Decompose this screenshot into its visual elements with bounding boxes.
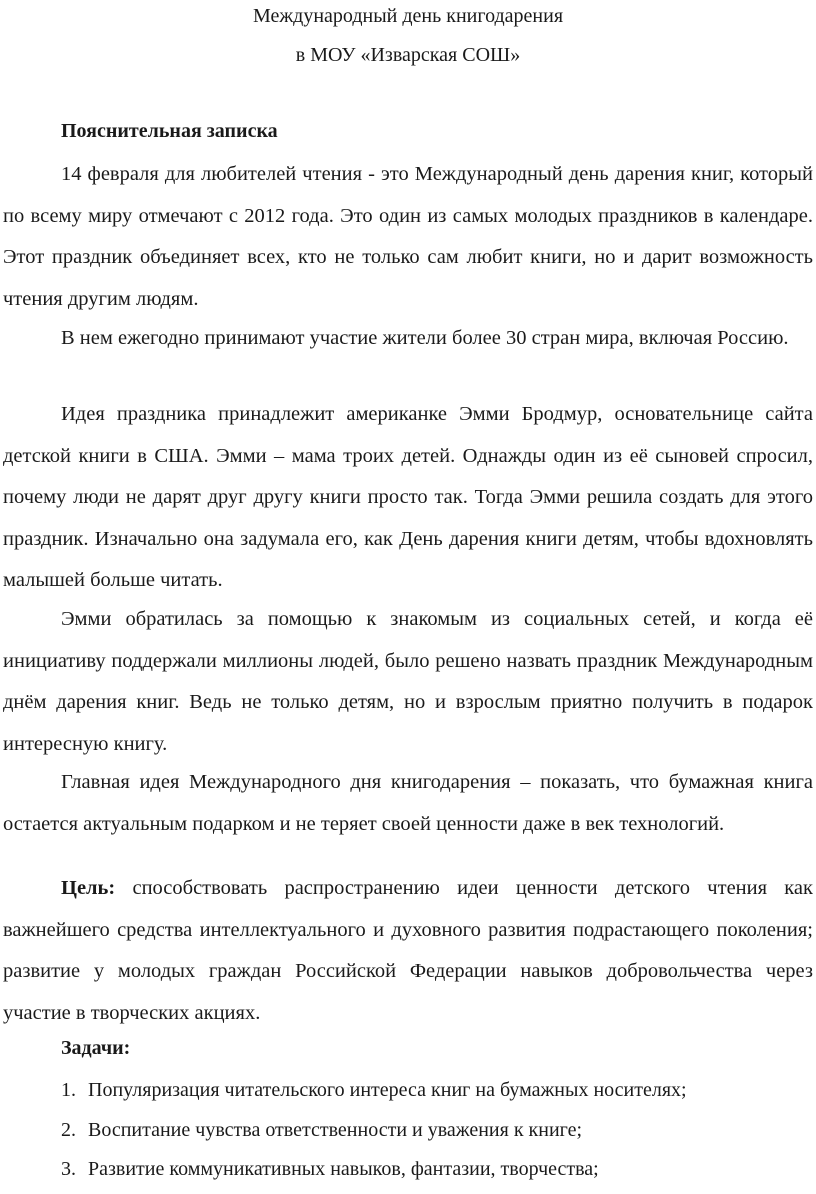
explanatory-note-heading: Пояснительная записка: [61, 120, 278, 142]
paragraph: В нем ежегодно принимают участие жители более 30 стран мира, включая Россию.: [61, 327, 789, 349]
list-item-number: 3.: [61, 1158, 76, 1180]
list-item-number: 1.: [61, 1079, 76, 1101]
goal-paragraph: [3, 868, 813, 1034]
list-item-number: 2.: [61, 1119, 76, 1141]
goal-label: Цель:: [61, 877, 116, 899]
document-title: Международный день книгодарения: [252, 5, 564, 27]
list-item-text: Популяризация читательского интереса книг на бумажных носителях;: [88, 1079, 687, 1101]
list-item-text: Воспитание чувства ответственности и уважения к книге;: [88, 1119, 583, 1141]
paragraph: Эмми обратилась за помощью к знакомым из социальных сетей, и когда её инициативу поддержали миллионы людей, было решено назвать праздник Международным днём дарения книг. Ведь не только детям, но и взрослым приятно получить в подарок интересную книгу.: [3, 608, 813, 755]
list-item: [61, 1157, 599, 1181]
document-subtitle: в МОУ «Изварская СОШ»: [295, 44, 521, 66]
paragraph: Идея праздника принадлежит американке Эмми Бродмур, основательнице сайта детской книги в США. Эмми – мама троих детей. Однажды один из её сыновей спросил, почему люди не дарят друг другу книги просто так. Тогда Эмми решила создать для этого праздник. Изначально она задумала его, как День дарения книги детям, чтобы вдохновлять малышей больше читать.: [3, 403, 813, 591]
list-item-text: Развитие коммуникативных навыков, фантазии, творчества;: [88, 1158, 599, 1180]
paragraph: Главная идея Международного дня книгодарения – показать, что бумажная книга остается актуальным подарком и не теряет своей ценности даже в век технологий.: [3, 771, 813, 835]
goal-text: способствовать распространению идеи ценности детского чтения как важнейшего средства интеллектуального и духовного развития подрастающего поколения; развитие у молодых граждан Российской Федерации навыков добровольчества через участие в творческих акциях.: [3, 877, 813, 1024]
tasks-heading: Задачи:: [61, 1037, 131, 1059]
paragraph: 14 февраля для любителей чтения - это Международный день дарения книг, который по всему миру отмечают с 2012 года. Это один из самых молодых праздников в календаре. Этот праздник объединяет всех, кто не только сам любит книги, но и дарит возможность чтения другим людям.: [3, 163, 813, 310]
list-item: [61, 1078, 687, 1102]
list-item: [61, 1118, 582, 1142]
